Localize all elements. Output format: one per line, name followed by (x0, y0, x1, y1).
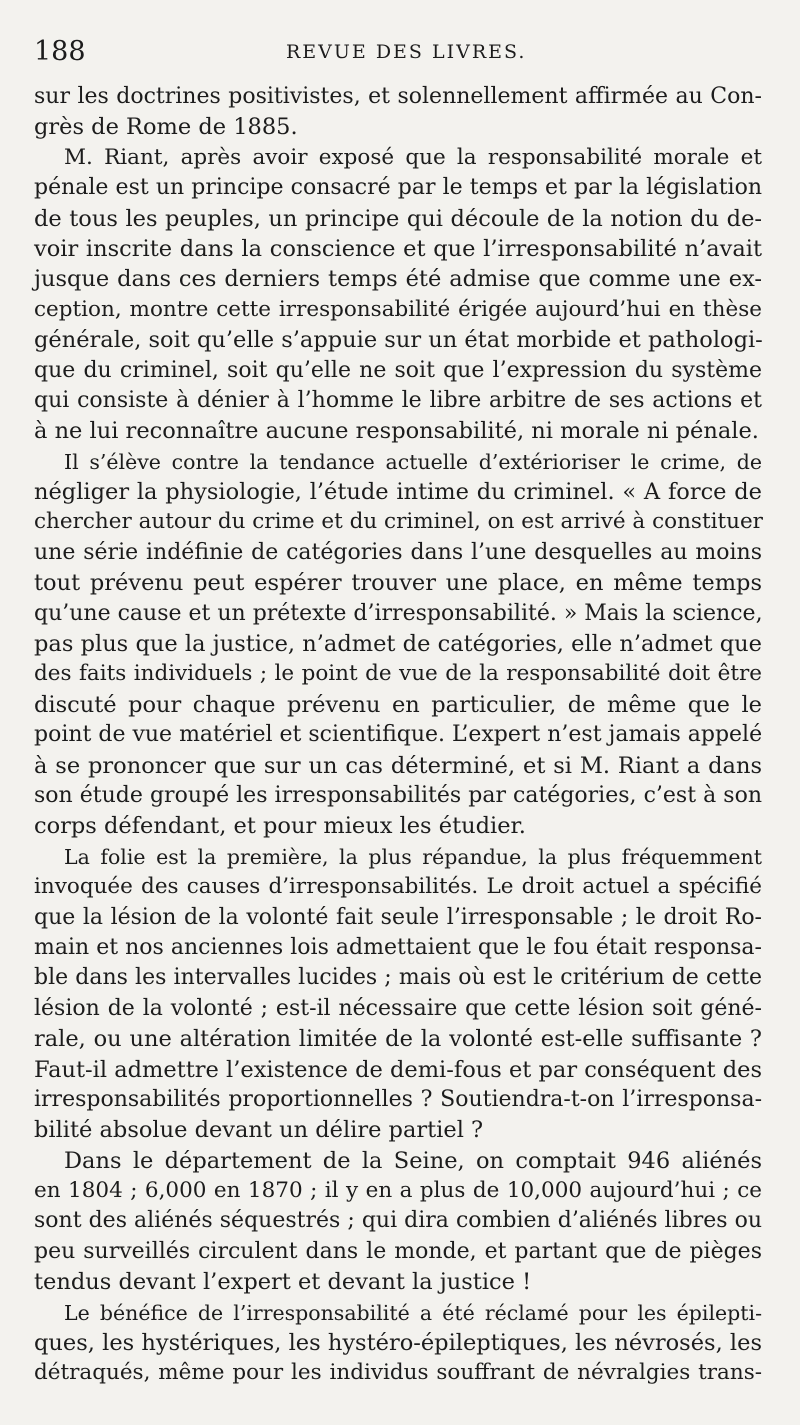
text-line: invoquée des causes d’irresponsabilités. Le droit actuel a spécifié (34, 874, 762, 900)
text-line: chercher autour du crime et du criminel, on est arrivé à constituer (34, 509, 763, 535)
text-line: lésion de la volonté ; est-il nécessaire que cette lésion soit géné- (34, 995, 762, 1021)
text-line: pas plus que la justice, n’admet de catégories, elle n’admet que (34, 631, 762, 658)
text-line: grès de Rome de 1885. (34, 114, 298, 141)
text-line: Faut-il admettre l’existence de demi-fous et par conséquent des (34, 1056, 762, 1083)
text-line: bilité absolue devant un délire partiel ? (34, 1117, 484, 1144)
text-line: de tous les peuples, un principe qui découle de la notion du de- (34, 205, 762, 232)
page-number: 188 (34, 36, 86, 67)
text-line: une série indéfinie de catégories dans l’une desquelles au moins (34, 539, 762, 565)
text-line: que du criminel, soit qu’elle ne soit que l’expression du système (34, 357, 762, 383)
text-line: voir inscrite dans la conscience et que l’irresponsabilité n’avait (34, 235, 762, 262)
text-line: main et nos anciennes lois admettaient que le fou était responsa- (34, 934, 762, 960)
text-line: tendus devant l’expert et devant la justice ! (34, 1269, 532, 1296)
text-line: pénale est un principe consacré par le temps et par la législation (34, 175, 762, 201)
text-line: La folie est la première, la plus répandue, la plus fréquemment (64, 844, 762, 869)
text-line: Le bénéfice de l’irresponsabilité a été réclamé pour les épilepti- (64, 1300, 762, 1325)
text-line: ble dans les intervalles lucides ; mais où est le critérium de cette (34, 965, 762, 991)
text-line: à se prononcer que sur un cas déterminé, et si M. Riant a dans (34, 752, 762, 779)
text-line: jusque dans ces derniers temps été admise que comme une ex- (34, 266, 762, 293)
text-line: sont des aliénés séquestrés ; qui dira combien d’aliénés libres ou (34, 1208, 762, 1234)
text-line: générale, soit qu’elle s’appuie sur un état morbide et pathologi- (34, 327, 763, 354)
text-line: tout prévenu peut espérer trouver une place, en même temps (34, 570, 762, 597)
text-line: négliger la physiologie, l’étude intime du criminel. « A force de (34, 479, 762, 506)
text-line: irresponsabilités proportionnelles ? Soutiendra-t-on l’irresponsa- (34, 1086, 762, 1112)
text-line: détraqués, même pour les individus souffrant de névralgies trans- (34, 1360, 762, 1386)
text-line: discuté pour chaque prévenu en particulier, de même que le (34, 691, 762, 718)
text-line: que la lésion de la volonté fait seule l’irresponsable ; le droit Ro- (34, 904, 762, 930)
text-line: son étude groupé les irresponsabilités par catégories, c’est à son (34, 782, 762, 808)
text-line: des faits individuels ; le point de vue de la responsabilité doit être (34, 661, 762, 687)
text-line: M. Riant, après avoir exposé que la responsabilité morale et (64, 144, 762, 170)
text-line: Il s’élève contre la tendance actuelle d’extérioriser le crime, de (64, 449, 762, 474)
text-line: corps défendant, et pour mieux les étudier. (34, 813, 526, 840)
text-line: Dans le département de la Seine, on comptait 946 aliénés (64, 1147, 762, 1174)
page-header (34, 32, 760, 72)
text-line: sur les doctrines positivistes, et solennellement affirmée au Con- (34, 84, 762, 109)
text-line: ques, les hystériques, les hystéro-épileptiques, les névrosés, les (34, 1330, 762, 1357)
text-line: ception, montre cette irresponsabilité érigée aujourd’hui en thèse (34, 296, 762, 322)
text-line: peu surveillés circulent dans le monde, et partant que de pièges (34, 1238, 762, 1264)
text-line: qu’une cause et un prétexte d’irresponsabilité. » Mais la science, (34, 600, 763, 626)
body-text (34, 82, 762, 1389)
text-line: à ne lui reconnaître aucune responsabilité, ni morale ni pénale. (34, 418, 759, 445)
text-line: en 1804 ; 6,000 en 1870 ; il y en a plus de 10,000 aujourd’hui ; ce (34, 1178, 762, 1204)
text-line: qui consiste à dénier à l’homme le libre arbitre de ses actions et (34, 387, 762, 413)
running-title: REVUE DES LIVRES. (286, 41, 527, 63)
text-line: point de vue matériel et scientifique. L’expert n’est jamais appelé (34, 722, 763, 748)
text-line: rale, ou une altération limitée de la volonté est-elle suffisante ? (34, 1026, 762, 1053)
